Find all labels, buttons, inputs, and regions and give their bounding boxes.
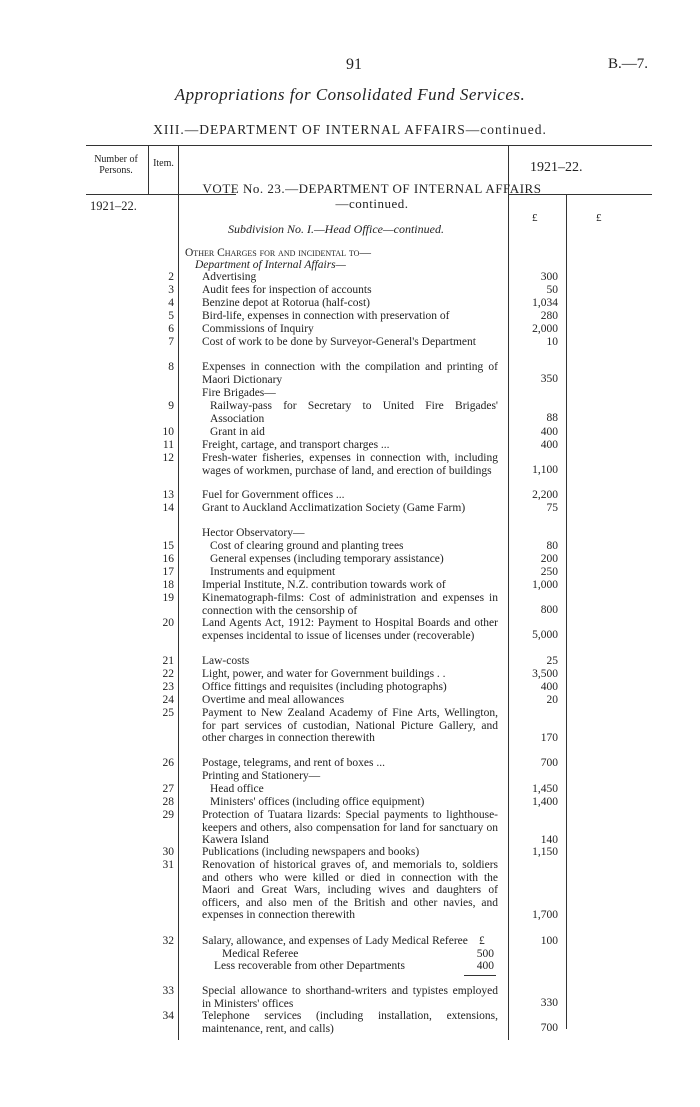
item-number: 27 <box>162 783 174 795</box>
item-number: 17 <box>162 566 174 578</box>
item-amount: 2,200 <box>532 489 558 502</box>
table-top-rule <box>86 145 652 146</box>
item-number: 4 <box>168 297 174 309</box>
lady-referee-less: 400 <box>476 960 494 973</box>
other-charges-label: Other Charges for and incidental to— <box>185 247 371 259</box>
department-heading: XIII.—DEPARTMENT OF INTERNAL AFFAIRS—continued. <box>153 122 547 137</box>
item-number: 8 <box>168 361 174 373</box>
item-description: Commissions of Inquiry <box>202 323 314 335</box>
item-description: Ministers' offices (including office equipment) <box>210 796 425 808</box>
item-description: Grant in aid <box>210 426 265 438</box>
item-description: Protection of Tuatara lizards: Special payments to lighthouse-keepers and others, also compensation for land for sanctuary on Kawera Island <box>202 809 498 847</box>
item-amount: 1,100 <box>532 464 558 477</box>
item-amount: 88 <box>546 412 558 425</box>
item-number: 31 <box>162 859 174 871</box>
item-number: 7 <box>168 336 174 348</box>
header-persons: Number of Persons. <box>94 154 138 176</box>
lady-referee-pound: £ <box>479 935 485 947</box>
item-description: Head office <box>210 783 264 795</box>
item-amount: 25 <box>546 655 558 668</box>
item-description: Law-costs <box>202 655 250 667</box>
item-description: Renovation of historical graves of, and memorials to, soldiers and others who were killed or died in connection with the Maori and Great Wars, including wives and daughters of officers, and also men of the British and other navies, and expenses in connection therewith <box>202 859 498 922</box>
item-number: 13 <box>162 489 174 501</box>
item-amount: 400 <box>540 439 558 452</box>
item-number: 6 <box>168 323 174 335</box>
item-number: 14 <box>162 502 174 514</box>
item-description: Fresh-water fisheries, expenses in connection with, including wages of workmen, purchase of land, and erection of buildings <box>202 452 498 477</box>
other-charges-heading <box>185 247 371 271</box>
header-year-right: 1921–22. <box>530 160 583 175</box>
item-description: Hector Observatory— <box>202 527 305 539</box>
vote-title: VOTE No. 23.—DEPARTMENT OF INTERNAL AFFAIRS—continued. <box>202 181 542 211</box>
item-amount: 170 <box>540 732 558 745</box>
col-rule-persons <box>148 145 149 195</box>
item-number: 20 <box>162 617 174 629</box>
item-number: 32 <box>162 935 174 947</box>
item-amount: 20 <box>546 694 558 707</box>
page-reference: B.—7. <box>607 56 648 72</box>
item-description: Light, power, and water for Government buildings . . <box>202 668 446 680</box>
item-amount: 280 <box>540 310 558 323</box>
item-number: 3 <box>168 284 174 296</box>
item-description: Telephone services (including installation, extensions, maintenance, rent, and calls) <box>202 1010 498 1035</box>
item-number: 23 <box>162 681 174 693</box>
item-number: 25 <box>162 707 174 719</box>
item-number: 12 <box>162 452 174 464</box>
item-number: 29 <box>162 809 174 821</box>
item-description: Printing and Stationery— <box>202 770 321 782</box>
item-amount: 200 <box>540 553 558 566</box>
item-number: 15 <box>162 540 174 552</box>
item-description: Land Agents Act, 1912: Payment to Hospital Boards and other expenses incidental to issue of licenses under (recoverable) <box>202 617 498 642</box>
item-number: 26 <box>162 757 174 769</box>
page-number: 91 <box>346 56 362 73</box>
item-number: 9 <box>168 400 174 412</box>
item-description: Instruments and equipment <box>210 566 336 578</box>
item-description: Freight, cartage, and transport charges ... <box>202 439 390 451</box>
item-number: 33 <box>162 985 174 997</box>
item-amount: 1,700 <box>532 909 558 922</box>
item-amount: 800 <box>540 604 558 617</box>
item-amount: 10 <box>546 336 558 349</box>
item-description: Fire Brigades— <box>202 387 276 399</box>
item-amount: 1,034 <box>532 297 558 310</box>
lady-referee-rule <box>464 975 496 976</box>
item-number: 34 <box>162 1010 174 1022</box>
item-description: Special allowance to shorthand-writers and typistes employed in Ministers' offices <box>202 985 498 1010</box>
item-amount: 80 <box>546 540 558 553</box>
item-amount: 700 <box>540 757 558 770</box>
pound-sign-2: £ <box>596 212 602 224</box>
item-amount: 2,000 <box>532 323 558 336</box>
item-description: Expenses in connection with the compilation and printing of Maori Dictionary <box>202 361 498 386</box>
lady-referee-gross-label: Medical Referee <box>222 947 299 960</box>
item-amount: 75 <box>546 502 558 515</box>
item-number: 24 <box>162 694 174 706</box>
lady-referee-gross: 500 <box>476 947 494 960</box>
item-number: 22 <box>162 668 174 680</box>
item-amount: 1,000 <box>532 579 558 592</box>
item-amount: 350 <box>540 373 558 386</box>
item-description: Cost of work to be done by Surveyor-General's Department <box>202 336 476 348</box>
item-number: 19 <box>162 592 174 604</box>
item-amount: 400 <box>540 681 558 694</box>
item-amount: 300 <box>540 271 558 284</box>
item-description: Office fittings and requisites (including photographs) <box>202 681 447 693</box>
item-number: 10 <box>162 426 174 438</box>
item-amount: 1,450 <box>532 783 558 796</box>
item-number: 5 <box>168 310 174 322</box>
item-description: Overtime and meal allowances <box>202 694 345 706</box>
item-amount: 140 <box>540 834 558 847</box>
item-number: 11 <box>162 439 174 451</box>
item-description: Benzine depot at Rotorua (half-cost) <box>202 297 370 309</box>
item-amount: 700 <box>540 1022 558 1035</box>
item-description: Payment to New Zealand Academy of Fine Arts, Wellington, for part services of custodian, National Picture Gallery, and other charges in connection therewith <box>202 707 498 745</box>
item-amount: 250 <box>540 566 558 579</box>
item-description: Publications (including newspapers and books) <box>202 846 420 858</box>
item-amount: 1,400 <box>532 796 558 809</box>
subdivision-title: Subdivision No. I.—Head Office—continued. <box>228 222 444 236</box>
page-title: Appropriations for Consolidated Fund Services. <box>174 85 526 104</box>
item-description: General expenses (including temporary assistance) <box>210 553 444 565</box>
col-rule-item <box>178 145 179 1040</box>
pound-sign-1: £ <box>532 212 538 224</box>
item-number: 2 <box>168 271 174 283</box>
item-description: Audit fees for inspection of accounts <box>202 284 372 296</box>
item-amount: 1,150 <box>532 846 558 859</box>
item-number: 28 <box>162 796 174 808</box>
item-description: Imperial Institute, N.Z. contribution towards work of <box>202 579 446 591</box>
item-number: 18 <box>162 579 174 591</box>
item-description: Railway-pass for Secretary to United Fire Brigades' Association <box>210 400 498 425</box>
item-description: Salary, allowance, and expenses of Lady Medical Referee <box>202 935 468 947</box>
item-number: 21 <box>162 655 174 667</box>
header-item: Item. <box>153 158 174 169</box>
item-number: 30 <box>162 846 174 858</box>
item-amount: 330 <box>540 997 558 1010</box>
col-rule-amount-mid <box>566 194 567 1029</box>
item-amount: 400 <box>540 426 558 439</box>
item-description: Bird-life, expenses in connection with preservation of <box>202 310 450 322</box>
header-year-left: 1921–22. <box>90 199 137 213</box>
item-description: Cost of clearing ground and planting trees <box>210 540 404 552</box>
item-description: Fuel for Government offices ... <box>202 489 345 501</box>
item-amount: 5,000 <box>532 629 558 642</box>
item-amount: 100 <box>540 935 558 948</box>
lady-referee-less-label: Less recoverable from other Departments <box>214 960 405 973</box>
item-description: Kinematograph-films: Cost of administration and expenses in connection with the censorship of <box>202 592 498 617</box>
item-description: Postage, telegrams, and rent of boxes ... <box>202 757 385 769</box>
item-description: Grant to Auckland Acclimatization Society (Game Farm) <box>202 502 466 514</box>
item-amount: 3,500 <box>532 668 558 681</box>
department-subheading: Department of Internal Affairs— <box>195 259 346 271</box>
item-amount: 50 <box>546 284 558 297</box>
item-number: 16 <box>162 553 174 565</box>
item-description: Advertising <box>202 271 257 283</box>
